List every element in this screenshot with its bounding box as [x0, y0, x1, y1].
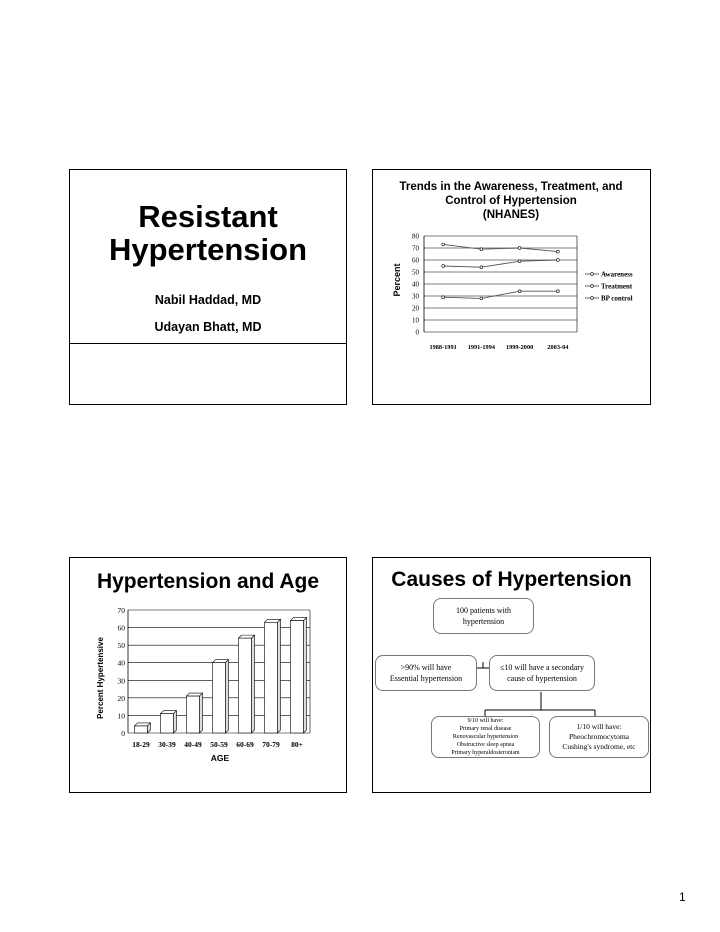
bar — [213, 663, 226, 733]
y-tick-label: 10 — [412, 316, 419, 325]
y-tick-label: 40 — [412, 280, 419, 289]
x-tick-label: 80+ — [291, 740, 303, 749]
y-axis-label: Percent Hypertensive — [96, 637, 105, 719]
legend-marker — [591, 285, 594, 288]
common-line: Renovascular hypertension — [452, 734, 519, 740]
y-tick-label: 40 — [117, 658, 125, 668]
secondary-line: cause of hypertension — [507, 674, 577, 683]
y-tick-label: 0 — [121, 729, 125, 738]
rare-causes-box — [549, 716, 649, 758]
presentation-title — [70, 200, 346, 266]
bar-side — [252, 635, 255, 733]
x-tick-label: 40-49 — [184, 740, 202, 749]
y-tick-label: 0 — [415, 328, 419, 337]
legend-marker — [591, 297, 594, 300]
rare-line: 1/10 will have: — [576, 722, 622, 731]
data-point — [556, 259, 559, 262]
author-2: Udayan Bhatt, MD — [154, 320, 262, 334]
data-point — [518, 260, 521, 263]
rare-line: Pheochromocytoma — [569, 732, 629, 741]
data-point — [442, 296, 445, 299]
bar — [187, 696, 200, 733]
data-point — [518, 247, 521, 250]
trends-line-chart — [373, 170, 650, 404]
common-line: Primary renal disease — [459, 726, 512, 732]
data-point — [480, 297, 483, 300]
slide-age-chart — [69, 557, 347, 793]
slide-title-age: Hypertension and Age — [96, 570, 320, 593]
data-point — [480, 266, 483, 269]
bar-side — [226, 660, 229, 733]
x-tick-label: 2003-04 — [547, 344, 569, 351]
y-tick-label: 60 — [412, 256, 419, 265]
common-line: 9/10 will have: — [467, 718, 504, 724]
legend-marker — [591, 273, 594, 276]
x-tick-label: 30-39 — [158, 740, 176, 749]
rare-line: Cushing's syndrome, etc — [562, 742, 636, 751]
y-tick-label: 50 — [412, 268, 419, 277]
chart-title-line-1: Trends in the Awareness, Treatment, and — [399, 181, 623, 193]
essential-line: Essential hypertension — [389, 674, 463, 683]
secondary-box — [489, 655, 595, 691]
bar-side — [200, 693, 203, 733]
title-line-2: Hypertension — [108, 232, 308, 267]
slide-title-page — [69, 169, 347, 405]
legend-label: Awareness — [601, 270, 633, 279]
slide-divider — [70, 343, 346, 344]
x-tick-label: 60-69 — [236, 740, 254, 749]
x-axis-label: AGE — [210, 753, 230, 763]
x-tick-label: 70-79 — [262, 740, 280, 749]
root-line: 100 patients with — [455, 606, 512, 615]
data-point — [556, 250, 559, 253]
legend-label: BP control — [601, 294, 633, 303]
bar — [265, 622, 278, 733]
data-point — [442, 243, 445, 246]
common-line: Obstructive sleep apnea — [456, 742, 515, 748]
bar — [291, 621, 304, 733]
data-point — [556, 290, 559, 293]
y-tick-label: 70 — [412, 244, 419, 253]
data-point — [442, 265, 445, 268]
y-tick-label: 80 — [412, 232, 419, 241]
bar-side — [278, 619, 281, 733]
y-axis-label: Percent — [392, 263, 402, 297]
page-number: 1 — [679, 890, 686, 904]
legend-label: Treatment — [601, 282, 633, 291]
y-tick-label: 20 — [412, 304, 419, 313]
bar — [239, 638, 252, 733]
secondary-line: ≤10 will have a secondary — [500, 663, 584, 672]
y-tick-label: 30 — [117, 676, 125, 686]
data-point — [518, 290, 521, 293]
y-tick-label: 50 — [117, 641, 125, 651]
essential-box — [375, 655, 477, 691]
series-line — [443, 291, 558, 298]
y-tick-label: 10 — [117, 711, 125, 721]
bar-side — [174, 711, 177, 733]
root-line: hypertension — [462, 617, 505, 626]
bar — [135, 726, 148, 733]
x-tick-label: 50-59 — [210, 740, 228, 749]
y-tick-label: 20 — [117, 693, 125, 703]
x-tick-label: 1999-2000 — [505, 344, 534, 351]
y-tick-label: 60 — [117, 623, 125, 633]
root-box — [433, 598, 534, 634]
bar — [161, 714, 174, 733]
y-tick-label: 30 — [412, 292, 419, 301]
y-tick-label: 70 — [117, 606, 125, 615]
common-causes-box — [431, 716, 540, 758]
author-1: Nabil Haddad, MD — [154, 293, 262, 307]
x-tick-label: 18-29 — [132, 740, 150, 749]
slide-trends-chart — [372, 169, 651, 405]
chart-title-line-2: Control of Hypertension — [445, 195, 577, 207]
chart-title-line-3: (NHANES) — [482, 209, 540, 221]
x-tick-label: 1991-1994 — [467, 344, 496, 351]
series-line — [443, 260, 558, 267]
bar-side — [304, 618, 307, 733]
x-tick-label: 1988-1991 — [429, 344, 457, 351]
slide-title-causes: Causes of Hypertension — [391, 568, 632, 591]
age-bar-chart — [70, 558, 347, 792]
title-line-1: Resistant — [138, 199, 278, 234]
common-line: Primary hyperaldosteronism — [451, 750, 520, 756]
data-point — [480, 248, 483, 251]
essential-line: >90% will have — [400, 663, 452, 672]
slide-causes — [372, 557, 651, 793]
